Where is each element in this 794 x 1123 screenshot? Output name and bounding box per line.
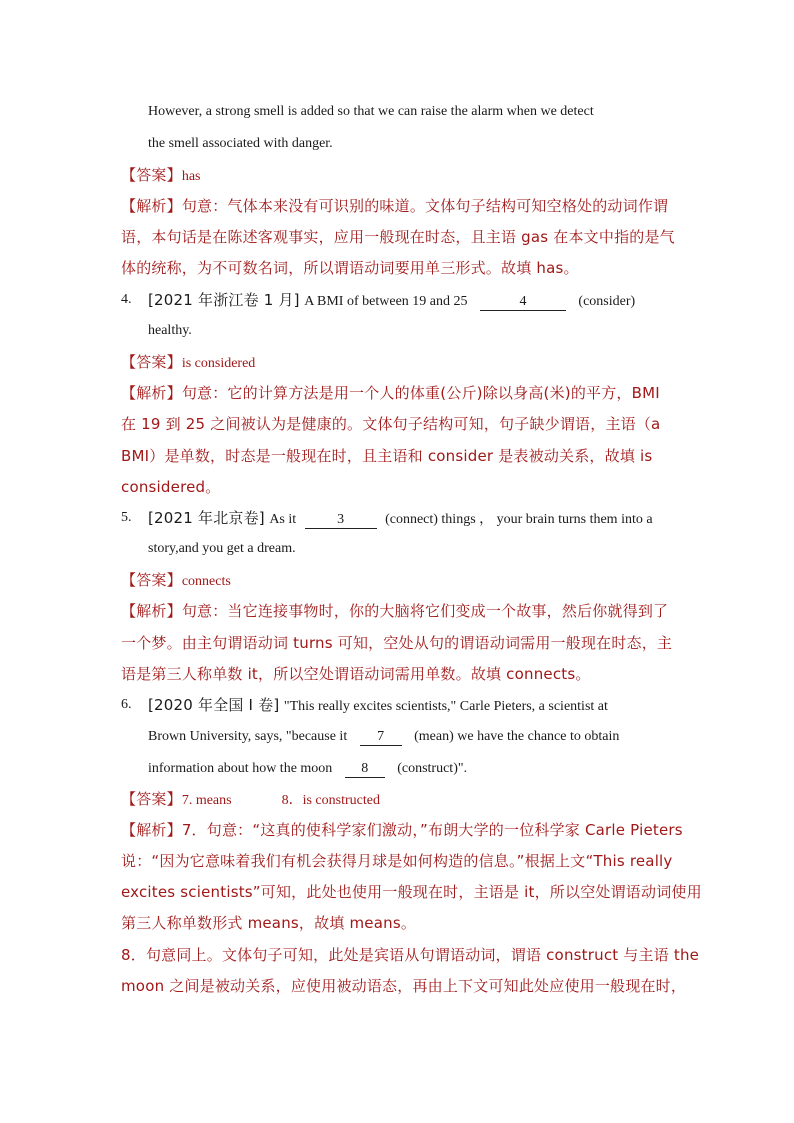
question-text: (mean) we have the chance to obtain xyxy=(414,729,620,744)
explanation-text: 7．句意：“这真的使科学家们激动，”布朗大学的一位科学家 Carle Pieters xyxy=(181,821,683,839)
answer-text: 8．is constructed xyxy=(281,793,380,808)
explanation-text: 句意：气体本来没有可识别的味道。文体句子结构可知空格处的动词作谓 xyxy=(181,197,669,215)
explanation-tag: 【解析】 xyxy=(121,384,182,402)
answer-tag: 【答案】 xyxy=(121,353,182,371)
explanation-line: BMI）是单数，时态是一般现在时，且主语和 consider 是表被动关系，故填 is xyxy=(121,447,653,465)
answer-tag: 【答案】 xyxy=(121,166,182,184)
explanation-tag: 【解析】 xyxy=(121,197,182,215)
explanation-line: 在 19 到 25 之间被认为是健康的。文体句子结构可知，句子缺少谓语，主语（a xyxy=(121,415,661,433)
question-number: 6. xyxy=(121,697,132,712)
question-text: A BMI of between 19 and 25 xyxy=(304,294,468,309)
explanation-text: 句意：它的计算方法是用一个人的体重(公斤)除以身高(米)的平方，BMI xyxy=(181,384,660,402)
explanation-line: 体的统称，为不可数名词，所以谓语动词要用单三形式。故填 has。 xyxy=(121,259,579,277)
explanation-line: excites scientists”可知，此处也使用一般现在时，主语是 it，所以空处谓语动词使用 xyxy=(121,883,702,901)
question-text: "This really excites scientists," Carle Pieters, a scientist at xyxy=(283,699,608,714)
question-text: As it xyxy=(269,512,297,527)
answer-text: 7. means xyxy=(181,793,232,808)
explanation-line: 说：“因为它意味着我们有机会获得月球是如何构造的信息。”根据上文“This really xyxy=(121,852,673,870)
answer-line xyxy=(121,165,200,187)
answer-text: connects xyxy=(181,574,231,589)
question-text: (construct)". xyxy=(397,761,468,776)
explanation-line: 8．句意同上。文体句子可知，此处是宾语从句谓语动词，谓语 construct 与主语 the xyxy=(121,946,700,964)
answer-tag: 【答案】 xyxy=(121,571,182,589)
question-number: 4. xyxy=(121,292,132,307)
question-line xyxy=(148,508,653,530)
question-line xyxy=(148,758,467,779)
explanation-line xyxy=(121,820,683,840)
question-source: [2021 年浙江卷 1 月] xyxy=(148,291,300,309)
answer-line xyxy=(121,352,255,374)
question-source: [2021 年北京卷] xyxy=(148,509,265,527)
passage-line: However, a strong smell is added so that we can raise the alarm when we detect xyxy=(148,104,594,119)
answer-blank: 7 xyxy=(360,729,402,746)
passage-line: the smell associated with danger. xyxy=(148,136,333,151)
explanation-tag: 【解析】 xyxy=(121,821,182,839)
explanation-tag: 【解析】 xyxy=(121,602,182,620)
answer-text: has xyxy=(181,169,201,184)
explanation-text: 句意：当它连接事物时，你的大脑将它们变成一个故事，然后你就得到了 xyxy=(181,602,669,620)
question-line xyxy=(148,726,619,747)
explanation-line: considered。 xyxy=(121,478,221,496)
answer-line xyxy=(121,570,231,592)
question-text: Brown University, says, "because it xyxy=(148,729,348,744)
explanation-line: 第三人称单数形式 means，故填 means。 xyxy=(121,914,417,932)
answer-blank: 4 xyxy=(480,294,566,311)
question-line xyxy=(148,695,608,717)
explanation-line xyxy=(121,196,668,216)
explanation-line xyxy=(121,601,668,621)
answer-tag: 【答案】 xyxy=(121,790,182,808)
question-line: story,and you get a dream. xyxy=(148,541,296,556)
question-number: 5. xyxy=(121,510,132,525)
question-text: (consider) xyxy=(578,294,636,309)
question-text: (connect) things ， your brain turns them into a xyxy=(385,512,653,527)
answer-blank: 8 xyxy=(345,761,385,778)
explanation-line: 语是第三人称单数 it，所以空处谓语动词需用单数。故填 connects。 xyxy=(121,665,591,683)
question-source: [2020 年全国 I 卷] xyxy=(148,696,280,714)
explanation-line: 语，本句话是在陈述客观事实，应用一般现在时态，且主语 gas 在本文中指的是气 xyxy=(121,228,675,246)
explanation-line xyxy=(121,383,660,403)
question-line xyxy=(148,290,635,312)
question-line: healthy. xyxy=(148,323,192,338)
answer-line xyxy=(121,789,380,811)
answer-text: is considered xyxy=(181,356,256,371)
question-text: information about how the moon xyxy=(148,761,333,776)
explanation-line: 一个梦。由主句谓语动词 turns 可知，空处从句的谓语动词需用一般现在时态，主 xyxy=(121,634,673,652)
explanation-line: moon 之间是被动关系，应使用被动语态，再由上下文可知此处应使用一般现在时， xyxy=(121,977,687,995)
answer-blank: 3 xyxy=(305,512,377,529)
